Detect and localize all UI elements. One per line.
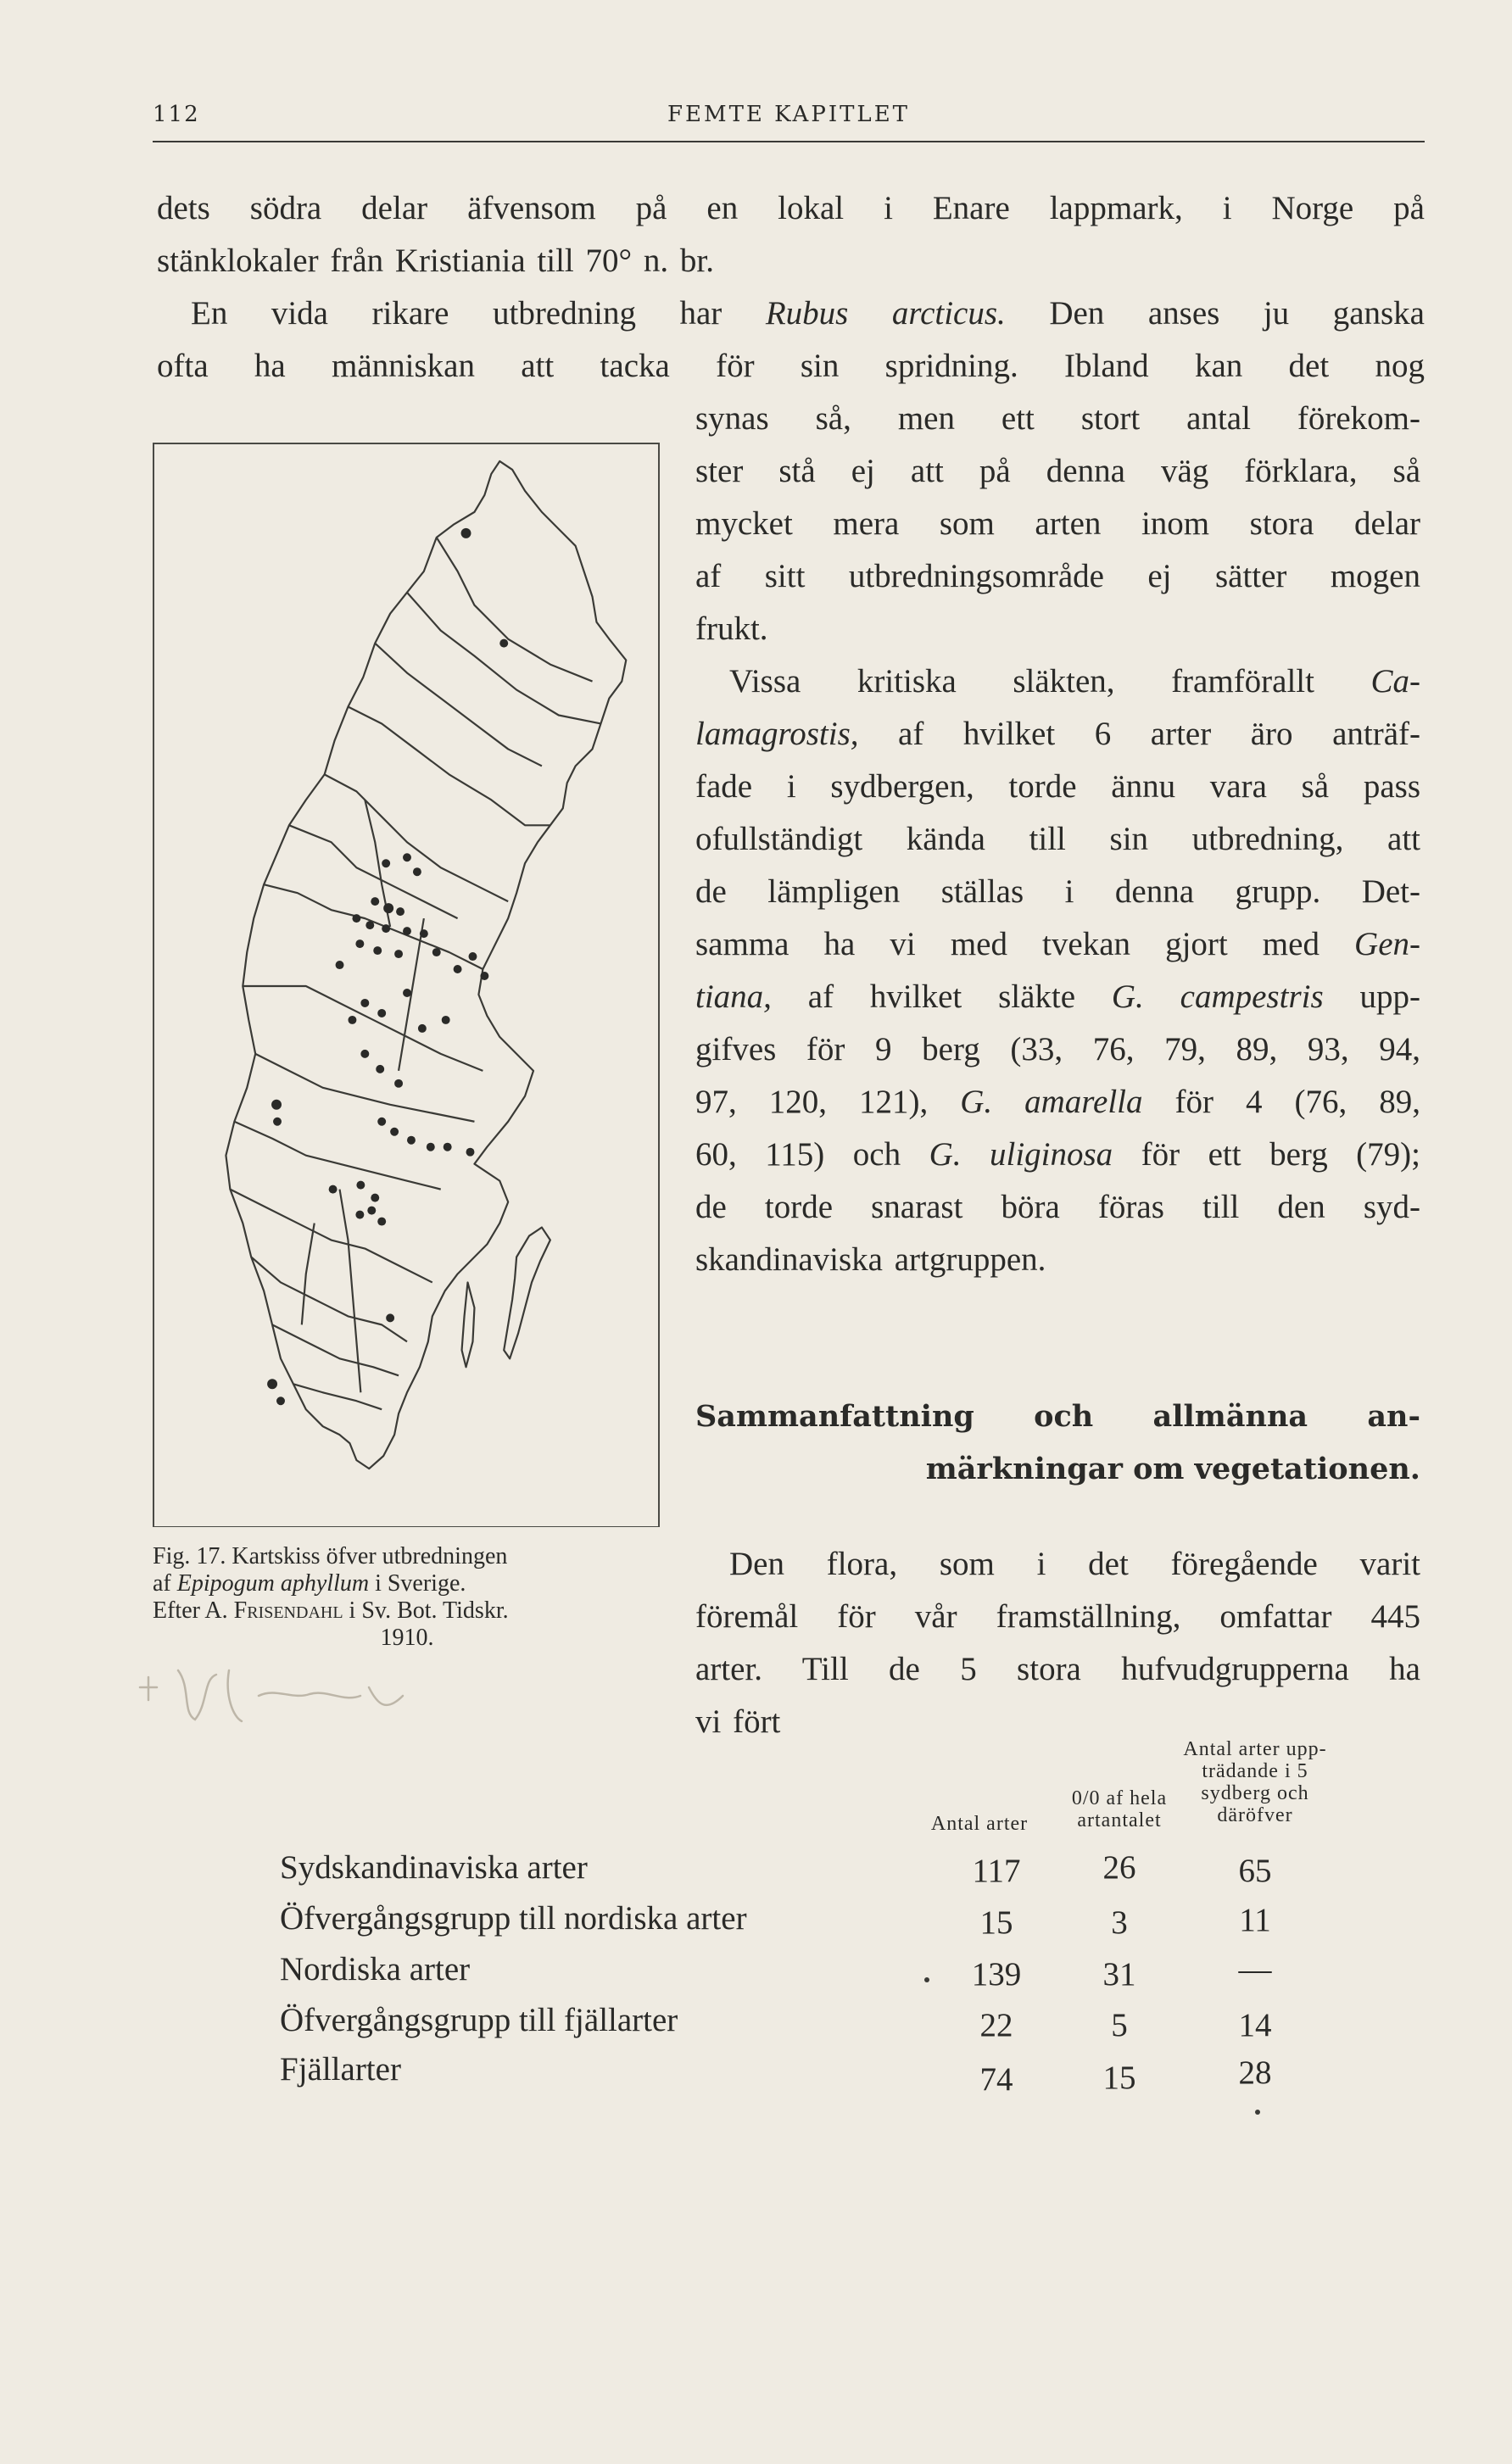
island-gotland — [504, 1228, 550, 1359]
running-head: FEMTE KAPITLET — [667, 102, 911, 127]
locality-dot — [360, 999, 369, 1007]
text-line: En vida rikare utbredning har Rubus arcticus. Den anses ju ganska — [191, 295, 1425, 332]
table-cell-sydberg: 11 — [1239, 1902, 1271, 1938]
table-cell-count: 117 — [972, 1853, 1021, 1889]
locality-dot — [403, 927, 411, 935]
island-oland — [462, 1282, 475, 1367]
table-cell-percent: 15 — [1102, 2060, 1136, 2096]
locality-dot — [420, 929, 428, 938]
species-summary-table — [280, 1738, 1450, 2145]
section-paragraph — [695, 1538, 1420, 1748]
locality-dot — [336, 961, 344, 969]
border-line — [375, 644, 542, 767]
text-line: dets södra delar äfvensom på en lokal i Enare lappmark, i Norge på — [157, 190, 1425, 226]
heading-line: Sammanfattning och allmänna an- — [695, 1399, 1420, 1434]
locality-dot — [371, 1194, 379, 1202]
intro-paragraph-1 — [157, 182, 1425, 287]
header-antal-arter: Antal arter — [930, 1813, 1029, 1835]
sweden-distribution-map — [154, 444, 658, 1526]
table-cell-percent: 5 — [1111, 2007, 1128, 2043]
border-line — [407, 593, 600, 724]
text-line: samma ha vi med tvekan gjort med Gen- — [695, 926, 1420, 962]
table-cell-count: 74 — [979, 2061, 1013, 2098]
text-line: föremål för vår framställning, omfattar 445 — [695, 1598, 1420, 1635]
caption-line: Fig. 17. Kartskiss öfver utbredningen — [153, 1543, 508, 1569]
locality-dot — [367, 1207, 376, 1215]
locality-dot — [394, 1079, 403, 1088]
table-cell-percent: 31 — [1102, 1956, 1136, 1993]
table-cell-percent: 3 — [1111, 1904, 1128, 1941]
locality-dot — [442, 1016, 450, 1024]
text-line: arter. Till de 5 stora hufvudgrupperna ha — [695, 1651, 1420, 1687]
border-line — [348, 707, 550, 826]
text-line: gifves för 9 berg (33, 76, 79, 89, 93, 94, — [695, 1031, 1420, 1068]
border-line — [399, 918, 424, 1071]
figure-bottom-rule — [153, 1526, 660, 1527]
locality-dot — [377, 1218, 386, 1226]
country-outline — [226, 461, 626, 1469]
locality-dot — [267, 1379, 277, 1389]
border-line — [243, 986, 483, 1071]
text-line: 97, 120, 121), G. amarella för 4 (76, 89, — [695, 1084, 1420, 1120]
text-line: Vissa kritiska släkten, framförallt Ca- — [729, 663, 1420, 700]
locality-dot — [390, 1128, 399, 1136]
text-line: tiana, af hvilket släkte G. campestris upp- — [695, 978, 1420, 1015]
map-figure — [153, 443, 660, 1526]
section-heading — [695, 1391, 1420, 1496]
locality-dot — [499, 639, 508, 648]
table-cell-count: 15 — [979, 1904, 1013, 1941]
locality-dot — [355, 939, 364, 948]
column-paragraph-1 — [695, 393, 1420, 655]
border-line — [272, 1324, 399, 1375]
locality-dots — [267, 528, 508, 1405]
table-row-label: Nordiska arter — [280, 1951, 471, 1987]
locality-dot — [444, 1143, 452, 1151]
species-name: Rubus arcticus. — [765, 295, 1006, 332]
locality-dot — [461, 528, 471, 538]
stray-dot — [924, 1977, 929, 1982]
locality-dot — [377, 1009, 386, 1017]
locality-dot — [427, 1143, 435, 1151]
locality-dot — [413, 867, 421, 876]
text-line: frukt. — [695, 610, 768, 647]
text-line: af sitt utbredningsområde ej sätter mogen — [695, 558, 1420, 594]
border-line — [255, 1054, 474, 1122]
locality-dot — [348, 1016, 356, 1024]
locality-dot — [480, 972, 488, 980]
locality-dot — [273, 1118, 282, 1126]
locality-dot — [373, 946, 382, 955]
locality-dot — [276, 1396, 285, 1405]
table-row-label: Öfvergångsgrupp till fjällarter — [280, 2002, 678, 2038]
border-line — [437, 538, 593, 682]
table-row-label: Fjällarter — [280, 2051, 401, 2088]
border-line — [293, 1384, 382, 1409]
locality-dot — [407, 1136, 416, 1145]
locality-dot — [469, 952, 477, 961]
locality-dot — [377, 1118, 386, 1126]
locality-dot — [382, 859, 390, 867]
figure-caption — [153, 1543, 661, 1652]
text-line: lamagrostis, af hvilket 6 arter äro anträf- — [695, 716, 1420, 752]
locality-dot — [383, 903, 393, 913]
text-line: vi fört — [695, 1703, 781, 1740]
header-percent: 0/0 af hela artantalet — [1071, 1787, 1168, 1831]
heading-line: märkningar om vegetationen. — [925, 1452, 1420, 1486]
table-cell-count: 139 — [971, 1956, 1022, 1993]
stray-dot — [1255, 2110, 1260, 2115]
text-line: Den flora, som i det föregående varit — [729, 1546, 1420, 1582]
pencil-scribble-icon — [131, 1653, 454, 1730]
text-line: ofullständigt kända till sin utbredning, att — [695, 821, 1420, 857]
border-line — [234, 1122, 440, 1190]
page-header — [153, 102, 1425, 136]
text-line: synas så, men ett stort antal förekom- — [695, 400, 1420, 437]
locality-dot — [466, 1148, 475, 1157]
header-rule — [153, 141, 1425, 142]
locality-dot — [329, 1185, 338, 1194]
border-line — [230, 1190, 432, 1283]
text-line: de lämpligen ställas i denna grupp. Det- — [695, 873, 1420, 910]
border-line — [251, 1257, 407, 1341]
locality-dot — [360, 1050, 369, 1058]
table-cell-sydberg: 28 — [1238, 2054, 1272, 2091]
locality-dot — [376, 1065, 384, 1073]
locality-dot — [418, 1024, 427, 1033]
column-paragraph-2 — [695, 655, 1420, 1286]
table-cell-count: 22 — [979, 2007, 1013, 2043]
intro-paragraph-2 — [157, 287, 1425, 393]
locality-dot — [394, 950, 403, 958]
text-line: 60, 115) och G. uliginosa för ett berg (79); — [695, 1136, 1420, 1173]
locality-dot — [454, 965, 462, 973]
page-number: 112 — [153, 102, 200, 127]
caption-line: 1910. — [380, 1625, 434, 1651]
locality-dot — [355, 1211, 364, 1219]
locality-dot — [356, 1181, 365, 1190]
pencil-annotation-mark — [131, 1653, 454, 1739]
locality-dot — [352, 914, 360, 923]
table-cell-percent: 26 — [1102, 1849, 1136, 1886]
table-cell-sydberg: — — [1238, 1951, 1272, 1987]
border-line — [302, 1224, 315, 1325]
table-cell-sydberg: 14 — [1238, 2007, 1272, 2043]
locality-dot — [382, 924, 390, 933]
text-line: ster stå ej att på denna väg förklara, så — [695, 453, 1420, 489]
text-line: skandinaviska artgruppen. — [695, 1241, 1046, 1278]
table-row-label: Sydskandinaviska arter — [280, 1849, 588, 1886]
locality-dot — [403, 853, 411, 861]
header-sydberg: Antal arter upp- trädande i 5 sydberg och däröfver — [1183, 1738, 1327, 1826]
text-line: fade i sydbergen, torde ännu vara så pass — [695, 768, 1420, 805]
locality-dot — [365, 921, 374, 929]
table-cell-sydberg: 65 — [1238, 1853, 1272, 1889]
text-line: mycket mera som arten inom stora delar — [695, 505, 1420, 542]
locality-dot — [403, 989, 411, 997]
locality-dot — [371, 897, 379, 906]
locality-dot — [271, 1100, 282, 1110]
caption-line: af Epipogum aphyllum i Sverige. — [153, 1570, 466, 1597]
locality-dot — [386, 1313, 394, 1322]
locality-dot — [396, 907, 405, 916]
locality-dot — [432, 948, 441, 956]
text-line: de torde snarast böra föras till den syd- — [695, 1189, 1420, 1225]
text-line: ofta ha människan att tacka för sin spridning. Ibland kan det nog — [157, 348, 1425, 384]
text-line: stänklokaler från Kristiania till 70° n. br. — [157, 242, 714, 279]
table-row-label: Öfvergångsgrupp till nordiska arter — [280, 1900, 747, 1937]
caption-line: Efter A. Frisendahl i Sv. Bot. Tidskr. — [153, 1597, 509, 1624]
